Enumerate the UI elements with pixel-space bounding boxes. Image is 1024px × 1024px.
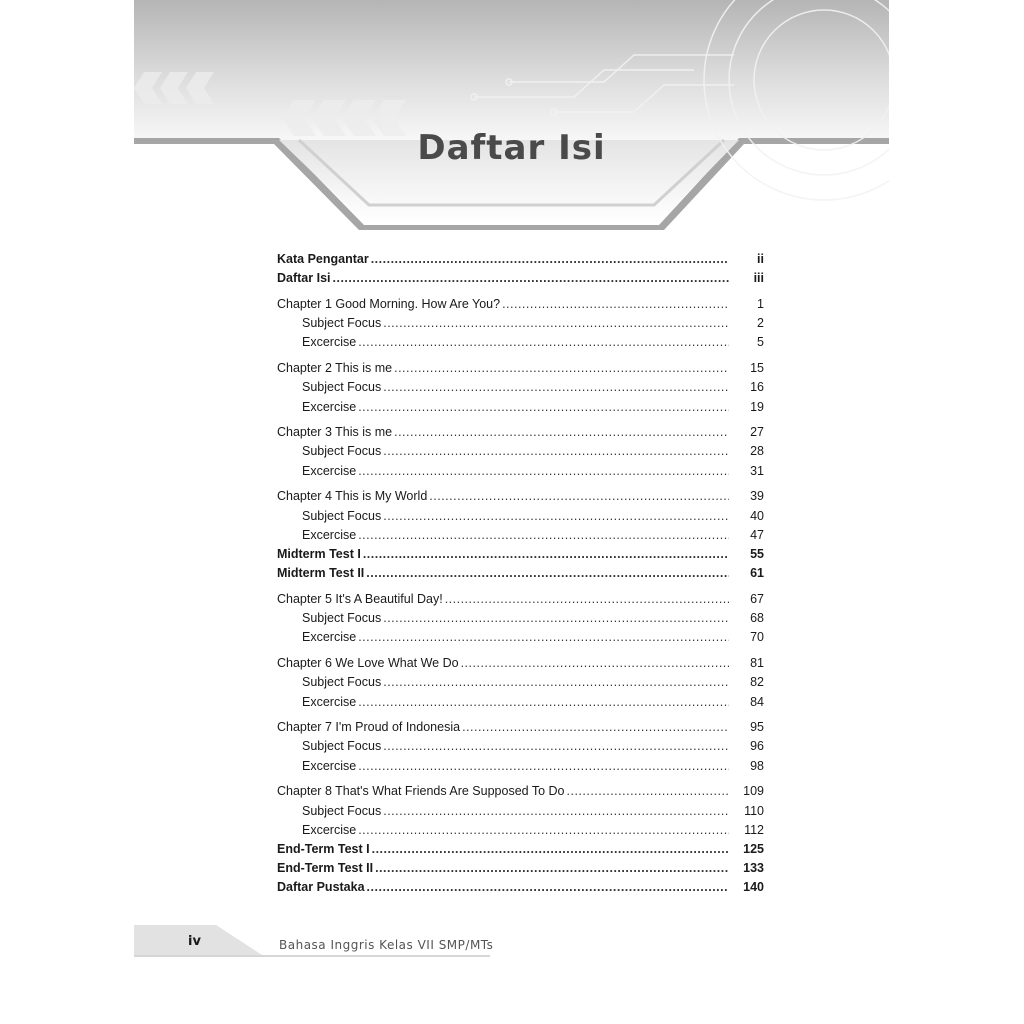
toc-entry-page: 47 [750,527,764,542]
toc-entry-label: Subject Focus [302,316,382,331]
toc-entry [277,250,764,269]
toc-subentry [277,314,764,333]
toc-entry-page: 40 [750,508,764,523]
toc-entry-label: Chapter 2 This is me [277,361,393,376]
toc-entry-page: 133 [743,861,764,876]
toc-entry-label: Subject Focus [302,508,382,523]
toc-entry-page: 1 [757,296,764,311]
toc-entry-page: 112 [744,822,764,837]
toc-dot-leader [383,314,729,333]
toc-entry-page: ii [757,252,764,266]
toc-entry-label: Subject Focus [302,739,382,754]
toc-dot-leader [383,673,729,692]
toc-entry [277,840,764,859]
toc-entry [277,782,764,801]
toc-entry-page: 95 [750,720,764,735]
toc-entry-label: Excercise [302,463,357,478]
toc-entry-page: 82 [750,675,764,690]
toc-entry-label: Kata Pengantar [277,252,369,266]
toc-entry-label: End-Term Test II [277,861,374,876]
page-number: iv [188,934,201,949]
toc-subentry [277,609,764,628]
header-decoration [134,0,889,230]
toc-dot-leader [363,545,729,564]
toc-subentry [277,821,764,840]
toc-entry-page: 96 [750,739,764,754]
footer-tab-decoration [134,925,889,960]
toc-entry-page: 67 [750,591,764,606]
toc-entry-page: 39 [750,489,764,504]
toc-entry-label: Excercise [302,630,357,645]
toc-subentry [277,442,764,461]
toc-entry-page: 84 [750,694,764,709]
toc-entry-label: Chapter 3 This is me [277,425,393,440]
toc-subentry [277,507,764,526]
toc-dot-leader [383,737,729,756]
toc-entry-label: Excercise [302,758,357,773]
toc-entry-label: Chapter 4 This is My World [277,489,428,504]
toc-dot-leader [358,462,729,481]
toc-subentry [277,462,764,481]
toc-dot-leader [358,398,729,417]
toc-dot-leader [367,878,729,897]
toc-entry [277,878,764,897]
toc-dot-leader [502,295,729,314]
toc-dot-leader [383,378,729,397]
toc-entry [277,718,764,737]
toc-dot-leader [371,250,729,269]
toc-entry-page: 55 [750,547,764,561]
toc-entry [277,295,764,314]
toc-entry-label: Subject Focus [302,611,382,626]
toc-dot-leader [375,859,729,878]
toc-entry [277,487,764,506]
toc-entry-label: Chapter 1 Good Morning. How Are You? [277,296,501,311]
toc-entry-page: 98 [750,758,764,773]
toc-entry-page: 61 [750,566,764,581]
toc-entry-label: Excercise [302,399,357,414]
toc-dot-leader [383,802,729,821]
toc-entry [277,590,764,609]
toc-entry-page: 110 [744,803,764,818]
toc-entry-label: Excercise [302,527,357,542]
toc-entry-page: 125 [743,842,764,856]
toc-subentry [277,737,764,756]
toc-entry-page: iii [753,271,764,286]
toc-dot-leader [372,840,729,859]
document-page [134,0,889,1024]
toc-subentry [277,693,764,712]
toc-dot-leader [567,782,730,801]
page-title: Daftar Isi [417,128,606,168]
toc-entry-page: 81 [750,656,764,671]
toc-entry [277,545,764,564]
toc-subentry [277,398,764,417]
toc-entry-label: Chapter 8 That's What Friends Are Supposed To Do [277,784,565,799]
toc-dot-leader [445,590,729,609]
toc-dot-leader [394,423,729,442]
toc-dot-leader [429,487,729,506]
toc-entry-page: 16 [750,380,764,395]
toc-entry-label: Midterm Test I [277,547,361,561]
toc-entry-label: Excercise [302,694,357,709]
toc-entry-label: Excercise [302,822,357,837]
toc-subentry [277,757,764,776]
toc-dot-leader [383,442,729,461]
toc-subentry [277,673,764,692]
toc-entry-page: 140 [743,880,764,895]
toc-dot-leader [462,718,729,737]
toc-entry-page: 70 [750,630,764,645]
toc-entry-page: 15 [750,361,764,376]
toc-entry-label: Subject Focus [302,380,382,395]
book-title: Bahasa Inggris Kelas VII SMP/MTs [279,938,494,952]
toc-entry [277,859,764,878]
toc-dot-leader [358,693,729,712]
toc-dot-leader [461,654,729,673]
toc-entry-label: Subject Focus [302,803,382,818]
toc-subentry [277,526,764,545]
toc-entry [277,269,764,288]
toc-dot-leader [333,269,730,288]
toc-entry-label: End-Term Test I [277,842,370,856]
toc-entry-label: Chapter 7 I'm Proud of Indonesia [277,720,461,735]
toc-dot-leader [383,507,729,526]
toc-subentry [277,378,764,397]
toc-entry-page: 68 [750,611,764,626]
toc-entry-page: 5 [757,335,764,350]
page-footer [134,925,889,960]
toc-subentry [277,333,764,352]
toc-entry-page: 27 [750,425,764,440]
toc-entry-page: 28 [750,444,764,459]
toc-dot-leader [358,526,729,545]
toc-entry-label: Chapter 5 It's A Beautiful Day! [277,591,443,606]
toc-subentry [277,628,764,647]
toc-entry-label: Daftar Pustaka [277,880,365,895]
table-of-contents [277,250,764,898]
toc-dot-leader [358,333,729,352]
toc-entry-label: Subject Focus [302,444,382,459]
toc-dot-leader [358,628,729,647]
toc-entry-label: Chapter 6 We Love What We Do [277,656,459,671]
toc-subentry [277,802,764,821]
toc-dot-leader [358,821,729,840]
toc-entry-label: Daftar Isi [277,271,331,286]
toc-entry-label: Subject Focus [302,675,382,690]
toc-dot-leader [358,757,729,776]
page-header [134,0,889,230]
toc-dot-leader [394,359,729,378]
toc-entry-label: Excercise [302,335,357,350]
toc-dot-leader [366,564,729,583]
toc-entry-page: 19 [750,399,764,414]
toc-entry [277,359,764,378]
toc-dot-leader [383,609,729,628]
toc-entry-page: 31 [750,463,764,478]
toc-entry-page: 2 [757,316,764,331]
toc-entry [277,423,764,442]
toc-entry [277,564,764,583]
toc-entry [277,654,764,673]
toc-entry-page: 109 [743,784,764,799]
toc-entry-label: Midterm Test II [277,566,365,581]
